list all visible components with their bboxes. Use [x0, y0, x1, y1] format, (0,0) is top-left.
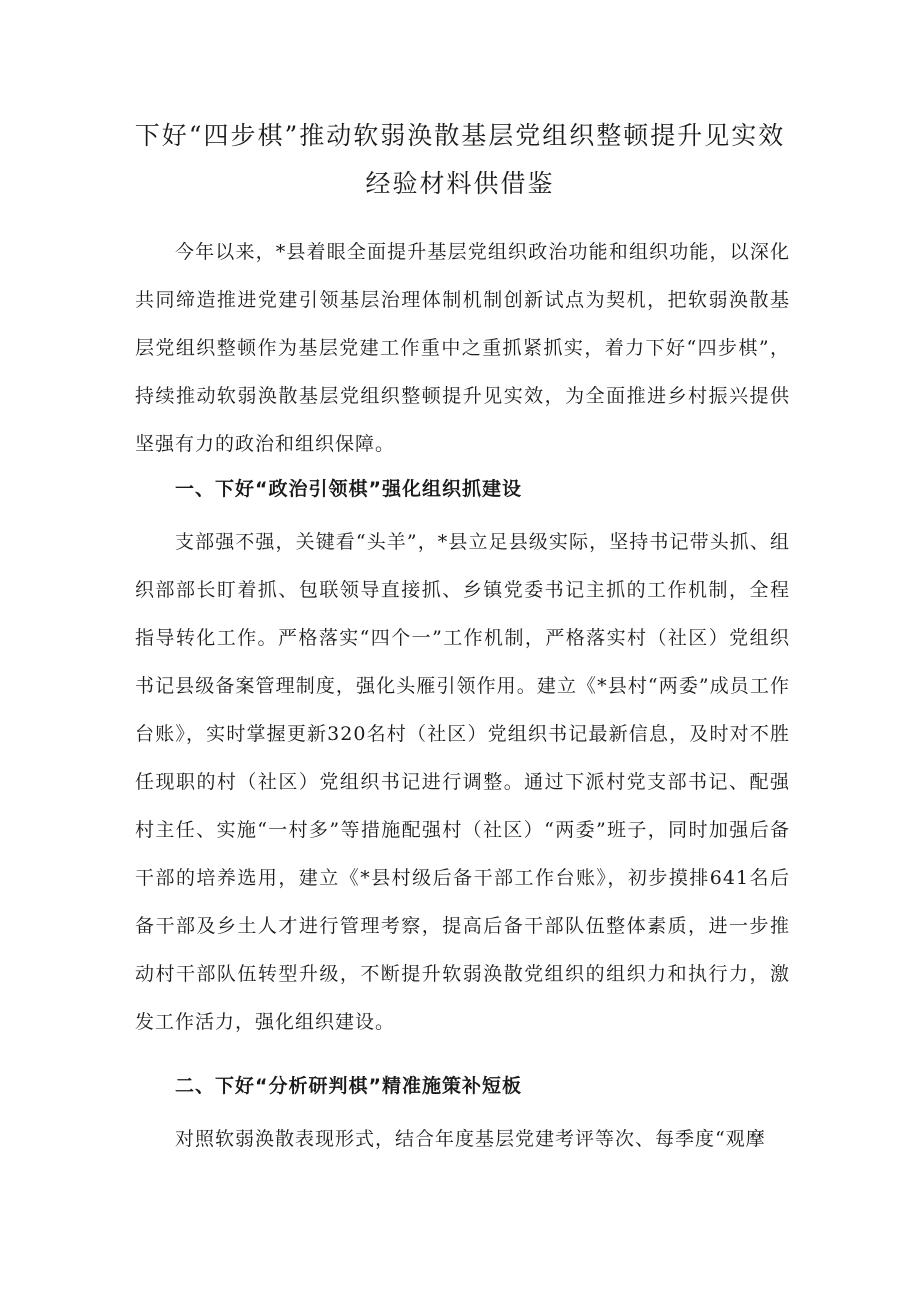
- intro-paragraph: 今年以来，*县着眼全面提升基层党组织政治功能和组织功能，以深化共同缔造推进党建引领基层治理体制机制创新试点为契机，把软弱涣散基层党组织整顿作为基层党建工作重中之重抓紧抓实，着力下好“四步棋”，持续推动软弱涣散基层党组织整顿提升见实效，为全面推进乡村振兴提供坚强有力的政治和组织保障。: [135, 241, 790, 455]
- section-heading-2: 二、下好“分析研判棋”精准施策补短板: [175, 1075, 522, 1097]
- section-heading-1: 一、下好“政治引领棋”强化组织抓建设: [175, 478, 522, 500]
- section-body-2: 对照软弱涣散表现形式，结合年度基层党建考评等次、每季度“观摩: [175, 1128, 766, 1150]
- section-body-1: 支部强不强，关键看“头羊”，*县立足县级实际，坚持书记带头抓、组织部部长盯着抓、包联领导直接抓、乡镇党委书记主抓的工作机制，全程指导转化工作。严格落实“四个一”工作机制，严格落实村（社区）党组织书记县级备案管理制度，强化头雁引领作用。建立《*县村“两委”成员工作台账》，实时掌握更新320名村（社区）党组织书记最新信息，及时对不胜任现职的村（社区）党组织书记进行调整。通过下派村党支部书记、配强村主任、实施“一村多”等措施配强村（社区）“两委”班子，同时加强后备干部的培养选用，建立《*县村级后备干部工作台账》，初步摸排641名后备干部及乡土人才进行管理考察，提高后备干部队伍整体素质，进一步推动村干部队伍转型升级，不断提升软弱涣散党组织的组织力和执行力，激发工作活力，强化组织建设。: [135, 531, 790, 1033]
- document-title: 下好“四步棋”推动软弱涣散基层党组织整顿提升见实效经验材料供借鉴: [134, 121, 786, 198]
